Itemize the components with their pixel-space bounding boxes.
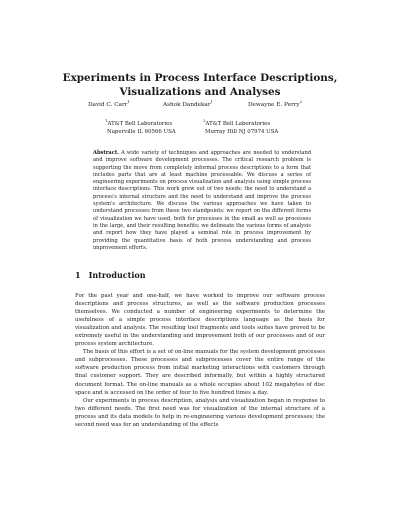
- paragraph: Our experiments in process description, analysis and visualization began in response to two different needs. The first need was for visualization of the internal structure of a process and its data models to help in re-engineering various development processes; the second need was for an understanding of the effects: [75, 397, 325, 428]
- author-name: David C. Carr: [88, 102, 128, 108]
- section-heading: [75, 270, 146, 280]
- paper-title: [40, 71, 360, 99]
- paragraph: For the past year and one-half, we have worked to improve our software process descriptions and process structures, as well as the software production processes themselves. We conducted a number of engineering experiments to determine the usefulness of a simple process interface descriptions language as the basis for visualization and analysis. The resulting tool fragments and tools suites have proved to be extremely useful in the understanding and improvement both of our processes and of our process system architecture.: [75, 293, 325, 348]
- affiliation-1-location: Naperville IL 60566 USA: [107, 129, 176, 135]
- affiliation-org: AT&T Bell Laboratories: [205, 121, 271, 127]
- abstract: [93, 150, 311, 252]
- affiliation-1-org: [105, 118, 173, 127]
- author-2: [163, 99, 214, 108]
- abstract-text: A wide variety of techniques and approaches are needed to understand and improve software development processes. The critical research problem is supporting the move from completely informal process descriptions to a form that includes parts that are at least machine processable. We discuss a series of engineering experiments on process visualization and analysis using simple process interface descriptions. This work grew out of two needs: the need to understand a process's internal structure and the need to understand and improve the process system's architecture. We discuss the various approaches we have taken to understand processes from these two standpoints: we report on the different forms of visualization we have used, both for processes in the small as well as processes in the large, and their resulting benefits; we delineate the various forms of analysis and report how they have played a seminal role in process improvement by providing the quantitative basis of both process understanding and process improvement efforts.: [93, 150, 312, 251]
- author-mark: 1: [210, 99, 214, 105]
- author-1: [88, 99, 130, 108]
- body-text: [75, 292, 325, 429]
- section-number: 1: [75, 270, 81, 280]
- affiliation-org: AT&T Bell Laboratories: [107, 121, 173, 127]
- affiliation-mark: 1: [105, 118, 108, 124]
- author-mark: 1: [127, 99, 130, 105]
- author-3: [248, 99, 303, 108]
- affiliation-mark: 2: [203, 118, 206, 124]
- author-name: Ashok Dandekar: [163, 102, 211, 108]
- affiliation-2-location: Murray Hill NJ 07974 USA: [205, 129, 279, 135]
- author-mark: 2: [299, 99, 303, 105]
- section-title-text: Introduction: [88, 270, 146, 280]
- title-line-2: Visualizations and Analyses: [119, 86, 281, 98]
- title-line-1: Experiments in Process Interface Descriptions,: [62, 72, 338, 84]
- author-name: Dewayne E. Perry: [248, 102, 300, 108]
- abstract-label: Abstract.: [93, 150, 119, 156]
- paragraph: The basis of this effort is a set of on-line manuals for the system development processes and subprocesses. These processes and subprocesses cover the entire range of the software production process from initial marketing interactions with customers through final customer support. They are described informally, but within a highly structured document format. The on-line manuals as a whole occupies about 102 megabytes of disc space and is accessed on the order of four to five hundred times a day.: [75, 349, 325, 396]
- affiliation-2-org: [203, 118, 271, 127]
